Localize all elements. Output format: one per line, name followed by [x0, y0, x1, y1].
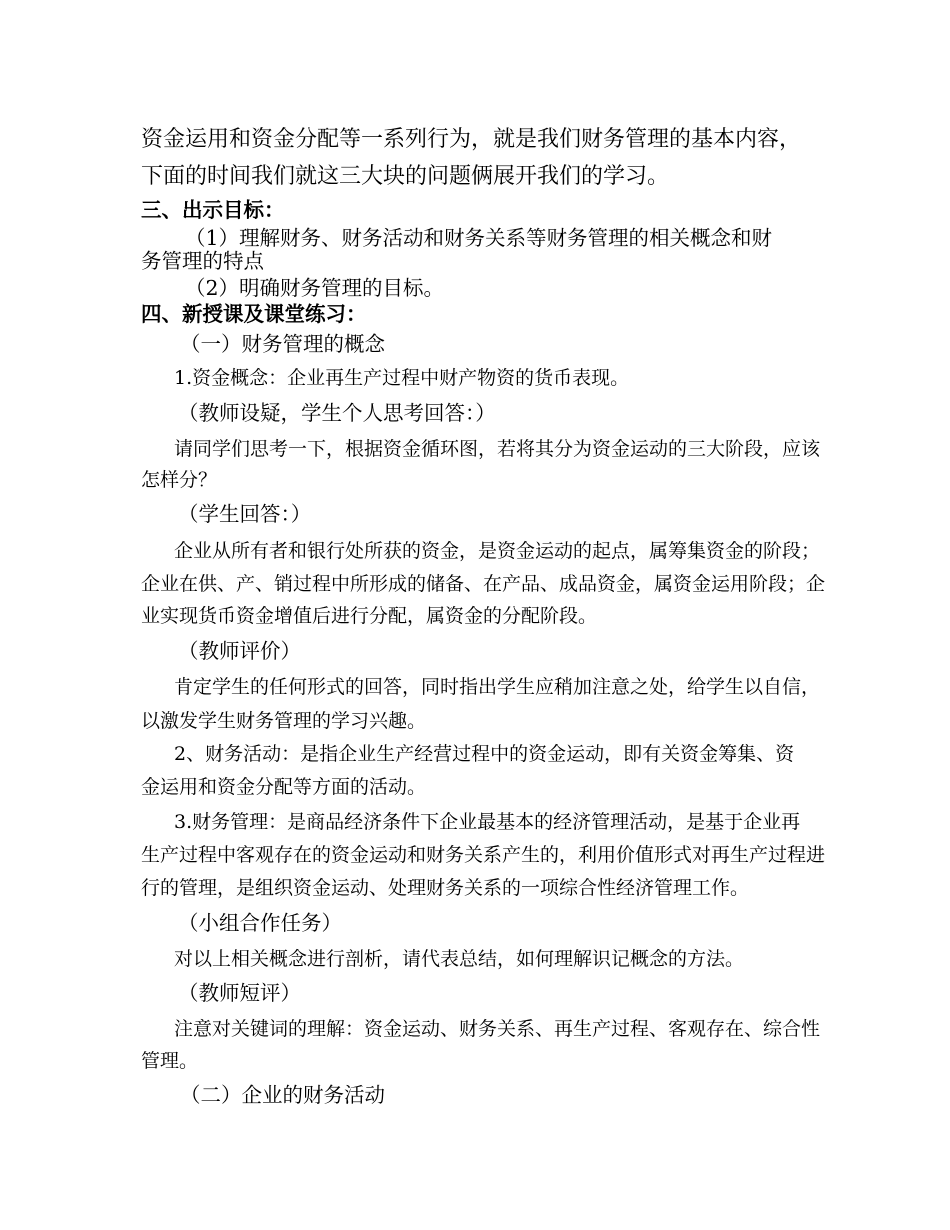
- eval-line-2: 以激发学生财务管理的学习兴趣。: [141, 710, 427, 732]
- item-1-capital-concept: 1.资金概念：企业再生产过程中财产物资的货币表现。: [174, 367, 630, 389]
- question-line-1: 请同学们思考一下，根据资金循环图，若将其分为资金运动的三大阶段，应该: [174, 438, 821, 460]
- subsection-1-heading: （一）财务管理的概念: [180, 332, 385, 356]
- section-4-heading: 四、新授课及课堂练习：: [141, 302, 367, 326]
- item-3-line-1: 3.财务管理：是商品经济条件下企业最基本的经济管理活动，是基于企业再: [174, 811, 801, 833]
- teacher-eval-label: （教师评价）: [178, 639, 301, 663]
- answer-line-1: 企业从所有者和银行处所获的资金，是资金运动的起点，属筹集资金的阶段；: [174, 540, 821, 562]
- answer-line-2: 企业在供、产、销过程中所形成的储备、在产品、成品资金，属资金运用阶段；企: [141, 573, 826, 595]
- teacher-question-label: （教师设疑，学生个人思考回答：）: [178, 401, 496, 425]
- short-line-1: 注意对关键词的理解：资金运动、财务关系、再生产过程、客观存在、综合性: [174, 1018, 821, 1040]
- goal-1-line-1: （1）理解财务、财务活动和财务关系等财务管理的相关概念和财: [185, 226, 773, 250]
- group-task-label: （小组合作任务）: [178, 911, 342, 935]
- intro-line-1: 资金运用和资金分配等一系列行为，就是我们财务管理的基本内容，: [141, 127, 802, 152]
- item-3-line-2: 生产过程中客观存在的资金运动和财务关系产生的，利用价值形式对再生产过程进: [141, 844, 826, 866]
- goal-2: （2）明确财务管理的目标。: [185, 276, 445, 300]
- intro-line-2: 下面的时间我们就这三大块的问题俩展开我们的学习。: [141, 164, 670, 189]
- teacher-short-label: （教师短评）: [178, 981, 301, 1005]
- short-line-2: 管理。: [141, 1050, 199, 1072]
- eval-line-1: 肯定学生的任何形式的回答，同时指出学生应稍加注意之处，给学生以自信，: [174, 676, 821, 698]
- question-line-2: 怎样分？: [141, 469, 218, 491]
- subsection-2-heading: （二）企业的财务活动: [180, 1083, 385, 1107]
- task-line: 对以上相关概念进行剖析，请代表总结，如何理解识记概念的方法。: [174, 948, 745, 970]
- goal-1-line-2: 务管理的特点: [141, 249, 264, 273]
- item-3-line-3: 行的管理，是组织资金运动、处理财务关系的一项综合性经济管理工作。: [141, 877, 750, 899]
- item-2-line-2: 金运用和资金分配等方面的活动。: [141, 776, 427, 798]
- item-2-line-1: 2、财务活动：是指企业生产经营过程中的资金运动，即有关资金筹集、资: [174, 743, 795, 765]
- section-3-heading: 三、出示目标：: [141, 198, 285, 222]
- student-answer-label: （学生回答：）: [178, 502, 312, 526]
- answer-line-3: 业实现货币资金增值后进行分配，属资金的分配阶段。: [141, 605, 598, 627]
